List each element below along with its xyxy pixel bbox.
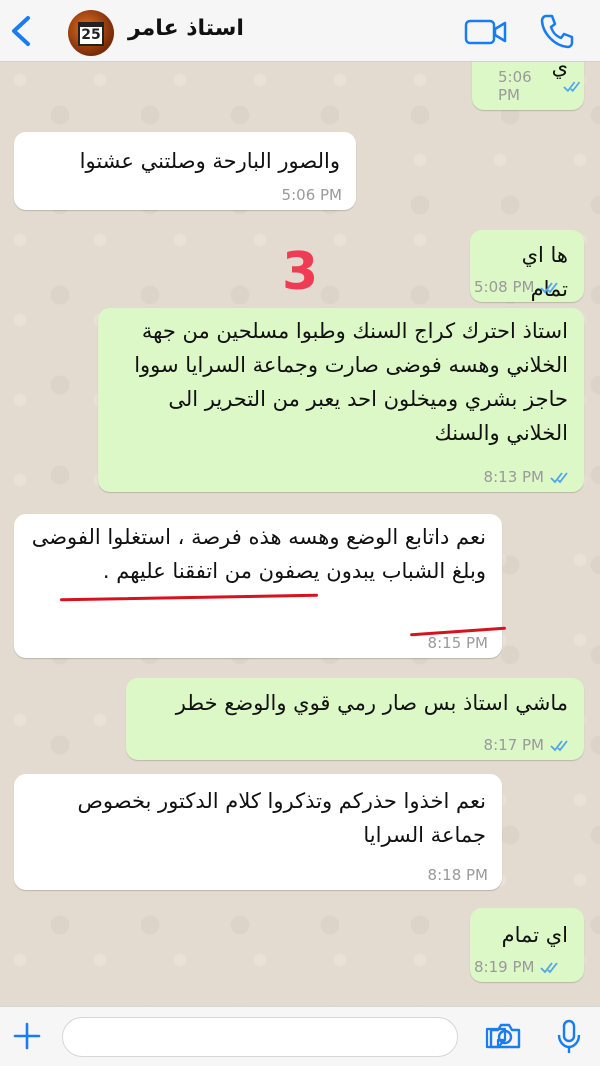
message-incoming[interactable] [14, 132, 356, 210]
message-time: 8:17 PM [483, 736, 544, 754]
message-text: والصور البارحة وصلتني عشتوا [79, 149, 340, 173]
read-ticks-icon [550, 470, 572, 484]
message-meta [428, 866, 488, 884]
chevron-left-icon [8, 14, 38, 48]
annotation-number: 3 [282, 242, 319, 302]
message-outgoing[interactable] [98, 308, 584, 492]
message-text: اي تمام [501, 923, 568, 947]
chat-area[interactable] [0, 62, 600, 1006]
message-meta [498, 68, 584, 104]
message-text-field[interactable] [62, 1017, 458, 1057]
message-outgoing[interactable] [470, 230, 584, 302]
message-time: 8:19 PM [474, 958, 535, 976]
message-time: 5:06 PM [281, 186, 342, 204]
message-input-bar [0, 1006, 600, 1066]
message-outgoing[interactable] [126, 678, 584, 760]
message-meta [282, 186, 342, 204]
highlight-underline [60, 594, 318, 602]
attach-button[interactable] [12, 1021, 42, 1051]
message-time: 8:13 PM [483, 468, 544, 486]
message-outgoing[interactable] [472, 62, 584, 110]
phone-icon [538, 12, 576, 50]
plus-icon [12, 1021, 42, 1051]
camera-button[interactable] [488, 1021, 522, 1051]
video-call-button[interactable] [464, 18, 508, 46]
microphone-icon [556, 1019, 582, 1055]
message-text: ماشي استاذ بس صار رمي قوي والوضع خطر [175, 691, 568, 715]
read-ticks-icon [563, 79, 584, 93]
contact-name[interactable]: استاذ عامر [128, 16, 244, 41]
message-text: استاذ احترك كراج السنك وطبوا مسلحين من جهة الخلاني وهسه فوضى صارت وجماعة السرايا سووا حاجز بشري وميخلون احد يعبر من التحرير الى الخلاني والسنك [134, 319, 568, 445]
message-time: 5:08 PM [474, 278, 535, 296]
video-camera-icon [464, 18, 508, 46]
avatar-badge: 25 [78, 22, 104, 46]
message-meta [484, 736, 572, 754]
message-text: نعم اخذوا حذركم وتذكروا كلام الدكتور بخصوص جماعة السرايا [77, 789, 486, 847]
message-text: ها اي تمام [521, 243, 568, 301]
read-ticks-icon [540, 280, 562, 294]
message-text: ي [551, 62, 568, 79]
message-meta [428, 634, 488, 652]
message-time: 8:15 PM [427, 634, 488, 652]
message-time: 5:06 PM [498, 68, 532, 104]
message-meta [484, 468, 572, 486]
microphone-button[interactable] [556, 1019, 582, 1055]
message-text: نعم داتابع الوضع وهسه هذه فرصة ، استغلوا الفوضى وبلغ الشباب يبدون يصفون من اتفقنا عليهم . [31, 525, 486, 583]
message-incoming[interactable] [14, 514, 502, 658]
voice-call-button[interactable] [538, 12, 576, 50]
chat-header [0, 0, 600, 62]
message-outgoing[interactable] [470, 908, 584, 982]
camera-icon [488, 1021, 522, 1051]
message-incoming[interactable] [14, 774, 502, 890]
back-button[interactable] [8, 14, 38, 48]
avatar[interactable] [68, 10, 114, 56]
message-meta [474, 958, 562, 976]
read-ticks-icon [540, 960, 562, 974]
message-meta [474, 278, 562, 296]
read-ticks-icon [550, 738, 572, 752]
message-time: 8:18 PM [427, 866, 488, 884]
